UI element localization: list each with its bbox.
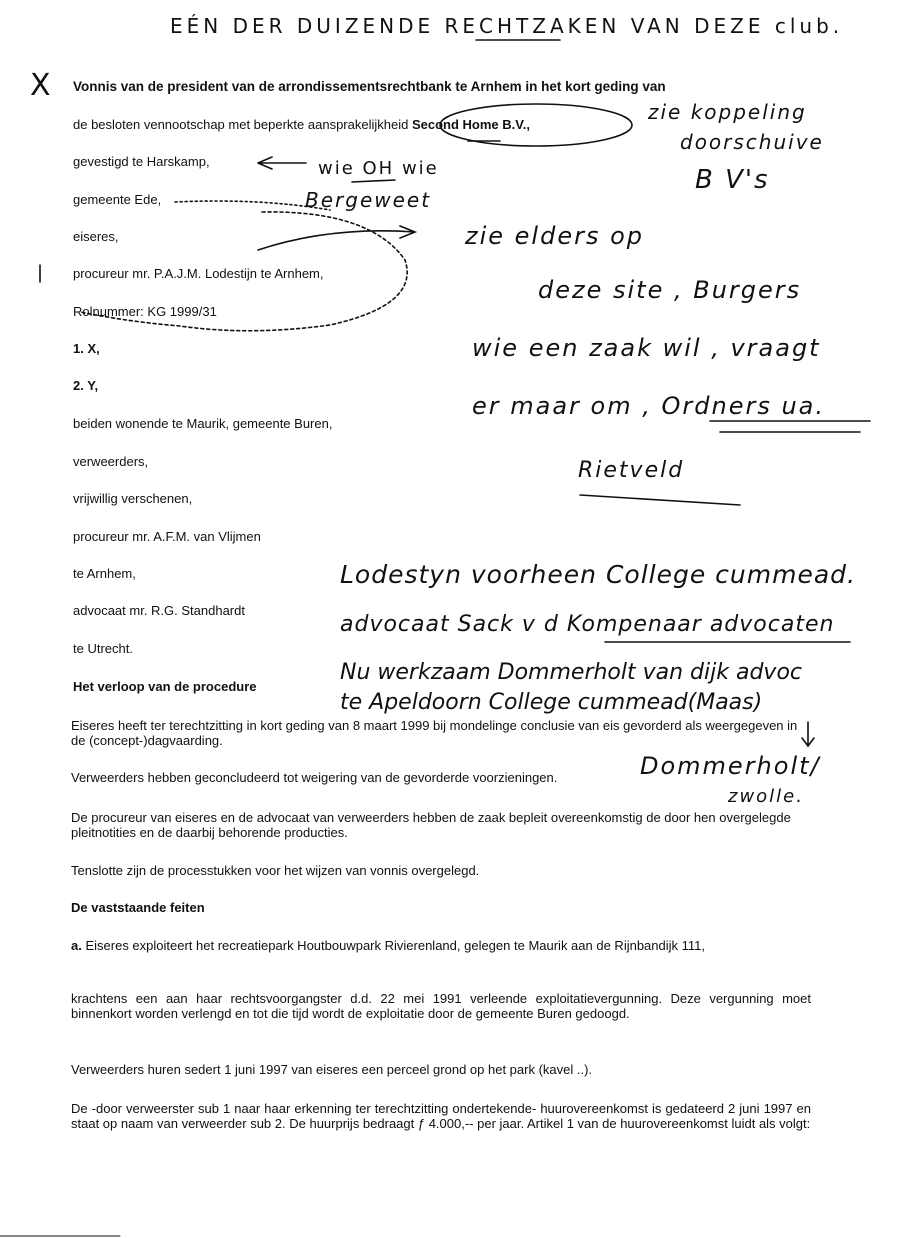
facts-paragraph-4: De -door verweerster sub 1 naar haar erkenning ter terechtzitting ondertekende- huurovereenkomst is gedateerd 2 juni 1997 en staat op naam van verweerder sub 2. De huurprijs bedraagt ƒ 4.000,-- per jaar. Artikel 1 van de huurovereenkomst luidt als volgt:: [71, 1101, 811, 1131]
handwritten-note-wie-oh-wie: wie OH wie: [318, 158, 439, 179]
facts-paragraph-3: Verweerders huren sedert 1 juni 1997 van eiseres een perceel grond op het park (kavel ..).: [71, 1062, 593, 1077]
handwritten-note-apeldoorn: te Apeldoorn College cummead(Maas): [340, 690, 763, 715]
party-line-14: advocaat mr. R.G. Standhardt: [73, 603, 245, 618]
handwritten-note-lodestyn: Lodestyn voorheen College cummead.: [340, 560, 856, 589]
facts-item-label: a.: [71, 938, 82, 953]
handwritten-note-koppeling: zie koppeling: [648, 100, 807, 124]
party-line-1-prefix: de besloten vennootschap met beperkte aansprakelijkheid: [73, 117, 409, 132]
handwritten-note-rietveld: Rietveld: [578, 458, 685, 483]
party-line-2: gevestigd te Harskamp,: [73, 154, 210, 169]
procedure-heading: Het verloop van de procedure: [73, 679, 257, 694]
handwritten-note-zwolle: zwolle.: [728, 786, 804, 807]
party-line-12: procureur mr. A.F.M. van Vlijmen: [73, 529, 261, 544]
handwritten-title: EÉN DER DUIZENDE RECHTZAKEN VAN DEZE club.: [170, 14, 844, 38]
handwritten-note-er-maar-om: er maar om , Ordners ua.: [472, 392, 826, 420]
document-title: Vonnis van de president van de arrondissementsrechtbank te Arnhem in het kort geding van: [73, 79, 666, 94]
rietveld-underline-mark: [580, 495, 740, 505]
harskamp-arrow-mark: [258, 157, 306, 169]
party-line-11: vrijwillig verschenen,: [73, 491, 193, 506]
company-name: Second Home B.V.,: [411, 117, 530, 132]
facts-paragraph-a: [71, 938, 811, 953]
party-line-15: te Utrecht.: [73, 641, 133, 656]
handwritten-note-zie-elders: zie elders op: [465, 222, 645, 250]
handwritten-note-dommerholt: Dommerholt/: [640, 752, 821, 780]
party-line-6: Rolnummer: KG 1999/31: [73, 304, 217, 319]
handwritten-x-mark: X: [30, 68, 53, 103]
party-line-4: eiseres,: [73, 229, 119, 244]
procedure-paragraph-1: Eiseres heeft ter terechtzitting in kort geding van 8 maart 1999 bij mondelinge conclusie van eis gevorderd als weergegeven in de (concept-)dagvaarding.: [71, 718, 798, 748]
zie-elders-arrow-mark: [258, 226, 415, 250]
handwritten-note-deze-site: deze site , Burgers: [538, 276, 802, 304]
handwritten-note-bergeweet: Bergeweet: [305, 188, 432, 212]
procedure-paragraph-3: De procureur van eiseres en de advocaat van verweerders hebben de zaak bepleit overeenkomstig de door hen overgelegde pleitnotities en de daarbij behorende producties.: [71, 810, 791, 840]
party-line-3: gemeente Ede,: [73, 192, 162, 207]
party-line-5: procureur mr. P.A.J.M. Lodestijn te Arnhem,: [73, 266, 324, 281]
handwritten-note-advocaat-sack: advocaat Sack v d Kompenaar advocaten: [340, 612, 835, 637]
handwritten-note-nu-werkzaam: Nu werkzaam Dommerholt van dijk advoc: [340, 660, 802, 685]
facts-item-text: Eiseres exploiteert het recreatiepark Houtbouwpark Rivierenland, gelegen te Maurik aan de Rijnbandijk 111,: [85, 938, 706, 953]
facts-heading: De vaststaande feiten: [71, 900, 205, 915]
party-line-13: te Arnhem,: [73, 566, 136, 581]
party-line-1: [73, 117, 530, 132]
handwritten-note-wie-een-zaak: wie een zaak wil , vraagt: [472, 334, 821, 362]
ordners-underline-mark: [710, 421, 870, 432]
handwritten-note-bvs: B V's: [695, 165, 770, 195]
procedure-paragraph-2: Verweerders hebben geconcludeerd tot weigering van de gevorderde voorzieningen.: [71, 770, 558, 785]
wie-underline-mark: [352, 180, 395, 182]
facts-paragraph-2: krachtens een aan haar rechtsvoorgangster d.d. 22 mei 1991 verleende exploitatievergunning. Deze vergunning moet binnenkort worden verlengd en tot die tijd wordt de exploitatie door de gemeente Buren gedoogd.: [71, 991, 811, 1021]
handwritten-note-doorschuive: doorschuive: [680, 130, 824, 154]
procedure-paragraph-4: Tenslotte zijn de processtukken voor het wijzen van vonnis overgelegd.: [71, 863, 480, 878]
party-line-8: 2. Y,: [73, 378, 99, 393]
party-line-7: 1. X,: [73, 341, 100, 356]
party-line-9: beiden wonende te Maurik, gemeente Buren,: [73, 416, 333, 431]
party-line-10: verweerders,: [73, 454, 149, 469]
